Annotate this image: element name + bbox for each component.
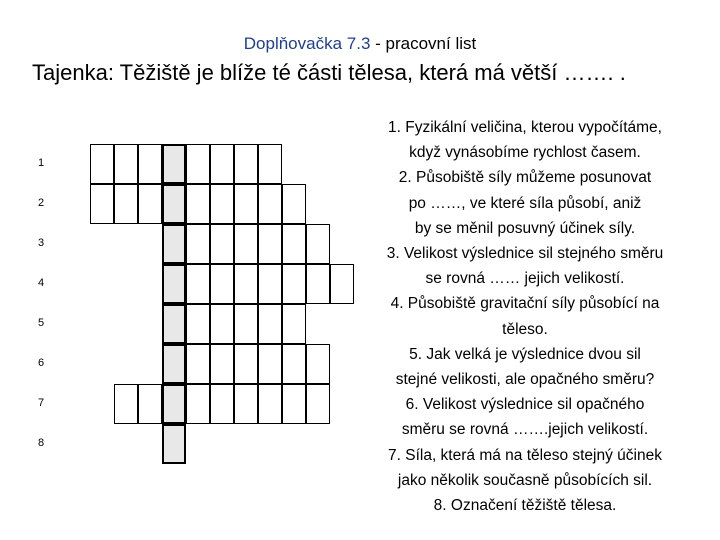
crossword-cell[interactable] <box>234 384 258 424</box>
row-number: 1 <box>38 157 45 169</box>
secret-key-cell[interactable] <box>162 144 186 184</box>
secret-key-cell[interactable] <box>162 384 186 424</box>
clue-line: 4. Působiště gravitační síly působící na <box>390 295 660 313</box>
secret-key-cell[interactable] <box>162 224 186 264</box>
crossword-cell[interactable] <box>90 184 114 224</box>
crossword-cell[interactable] <box>306 264 330 304</box>
crossword-cell[interactable] <box>258 344 282 384</box>
crossword-cell[interactable] <box>258 384 282 424</box>
crossword-cell[interactable] <box>138 144 162 184</box>
row-number: 5 <box>38 317 45 329</box>
clue-line: 5. Jak velká je výslednice dvou sil <box>409 345 641 363</box>
crossword-cell[interactable] <box>210 304 234 344</box>
crossword-cell[interactable] <box>234 144 258 184</box>
clue-line: těleso. <box>502 320 548 338</box>
clue-line: 3. Velikost výslednice sil stejného směru <box>386 245 664 263</box>
row-number: 8 <box>38 437 45 449</box>
subtitle-rest: - pracovní list <box>370 34 477 53</box>
secret-key-cell[interactable] <box>162 344 186 384</box>
clue-line: 7. Síla, která má na těleso stejný účinek <box>388 446 662 464</box>
row-number: 3 <box>38 237 45 249</box>
crossword-cell[interactable] <box>234 184 258 224</box>
row-number: 6 <box>38 357 45 369</box>
clue-line: by se měnil posuvný účinek síly. <box>414 219 636 237</box>
crossword-cell[interactable] <box>282 224 306 264</box>
clue-line: 1. Fyzikální veličina, kterou vypočítáme, <box>388 119 662 136</box>
clue-line: po ……, ve které síla působí, aniž <box>408 194 642 212</box>
crossword-cell[interactable] <box>186 384 210 424</box>
row-number: 2 <box>38 197 45 209</box>
row-number: 4 <box>38 277 45 289</box>
crossword-cell[interactable] <box>282 264 306 304</box>
crossword-cell[interactable] <box>234 344 258 384</box>
crossword-cell[interactable] <box>234 264 258 304</box>
puzzle-title: Tajenka: Těžiště je blíže té části tělesa, která má větší ……. . <box>32 60 626 85</box>
subtitle-accent: Doplňovačka 7.3 <box>243 34 371 53</box>
crossword-cell[interactable] <box>306 344 330 384</box>
secret-key-cell[interactable] <box>162 424 186 464</box>
clue-line: 2. Působiště síly můžeme posunovat <box>398 169 652 187</box>
crossword-cell[interactable] <box>138 384 162 424</box>
crossword-cell[interactable] <box>258 184 282 224</box>
crossword-cell[interactable] <box>210 224 234 264</box>
crossword-cell[interactable] <box>258 264 282 304</box>
crossword-cell[interactable] <box>258 304 282 344</box>
crossword-cell[interactable] <box>282 344 306 384</box>
crossword-cell[interactable] <box>306 224 330 264</box>
crossword-cell[interactable] <box>258 224 282 264</box>
crossword-cell[interactable] <box>186 264 210 304</box>
crossword-cell[interactable] <box>210 184 234 224</box>
crossword-cell[interactable] <box>210 144 234 184</box>
crossword-cell[interactable] <box>114 384 138 424</box>
clue-line: jako několik současně působících sil. <box>397 471 653 489</box>
clue-line: 8. Označení těžiště tělesa. <box>433 497 617 515</box>
crossword-cell[interactable] <box>186 184 210 224</box>
crossword-cell[interactable] <box>258 144 282 184</box>
crossword-cell[interactable] <box>306 384 330 424</box>
clue-list <box>345 115 705 518</box>
clue-line: stejné velikosti, ale opačného směru? <box>395 371 655 389</box>
secret-key-cell[interactable] <box>162 304 186 344</box>
row-number: 7 <box>38 397 45 409</box>
crossword-cell[interactable] <box>282 384 306 424</box>
crossword-cell[interactable] <box>138 184 162 224</box>
secret-key-cell[interactable] <box>162 184 186 224</box>
crossword-cell[interactable] <box>186 224 210 264</box>
crossword-cell[interactable] <box>210 384 234 424</box>
crossword-cell[interactable] <box>186 304 210 344</box>
crossword-cell[interactable] <box>210 264 234 304</box>
clue-line: se rovná …… jejich velikostí. <box>425 270 625 288</box>
crossword-cell[interactable] <box>282 304 306 344</box>
crossword-cell[interactable] <box>114 144 138 184</box>
crossword-cell[interactable] <box>90 144 114 184</box>
crossword-cell[interactable] <box>186 344 210 384</box>
clue-line: když vynásobíme rychlost časem. <box>409 144 641 162</box>
crossword-cell[interactable] <box>234 304 258 344</box>
crossword-cell[interactable] <box>210 344 234 384</box>
secret-key-cell[interactable] <box>162 264 186 304</box>
crossword-cell[interactable] <box>234 224 258 264</box>
clue-line: směru se rovná …….jejich velikostí. <box>401 421 649 439</box>
crossword-cell[interactable] <box>282 184 306 224</box>
crossword-cell[interactable] <box>186 144 210 184</box>
crossword-cell[interactable] <box>114 184 138 224</box>
clue-line: 6. Velikost výslednice sil opačného <box>405 396 645 414</box>
